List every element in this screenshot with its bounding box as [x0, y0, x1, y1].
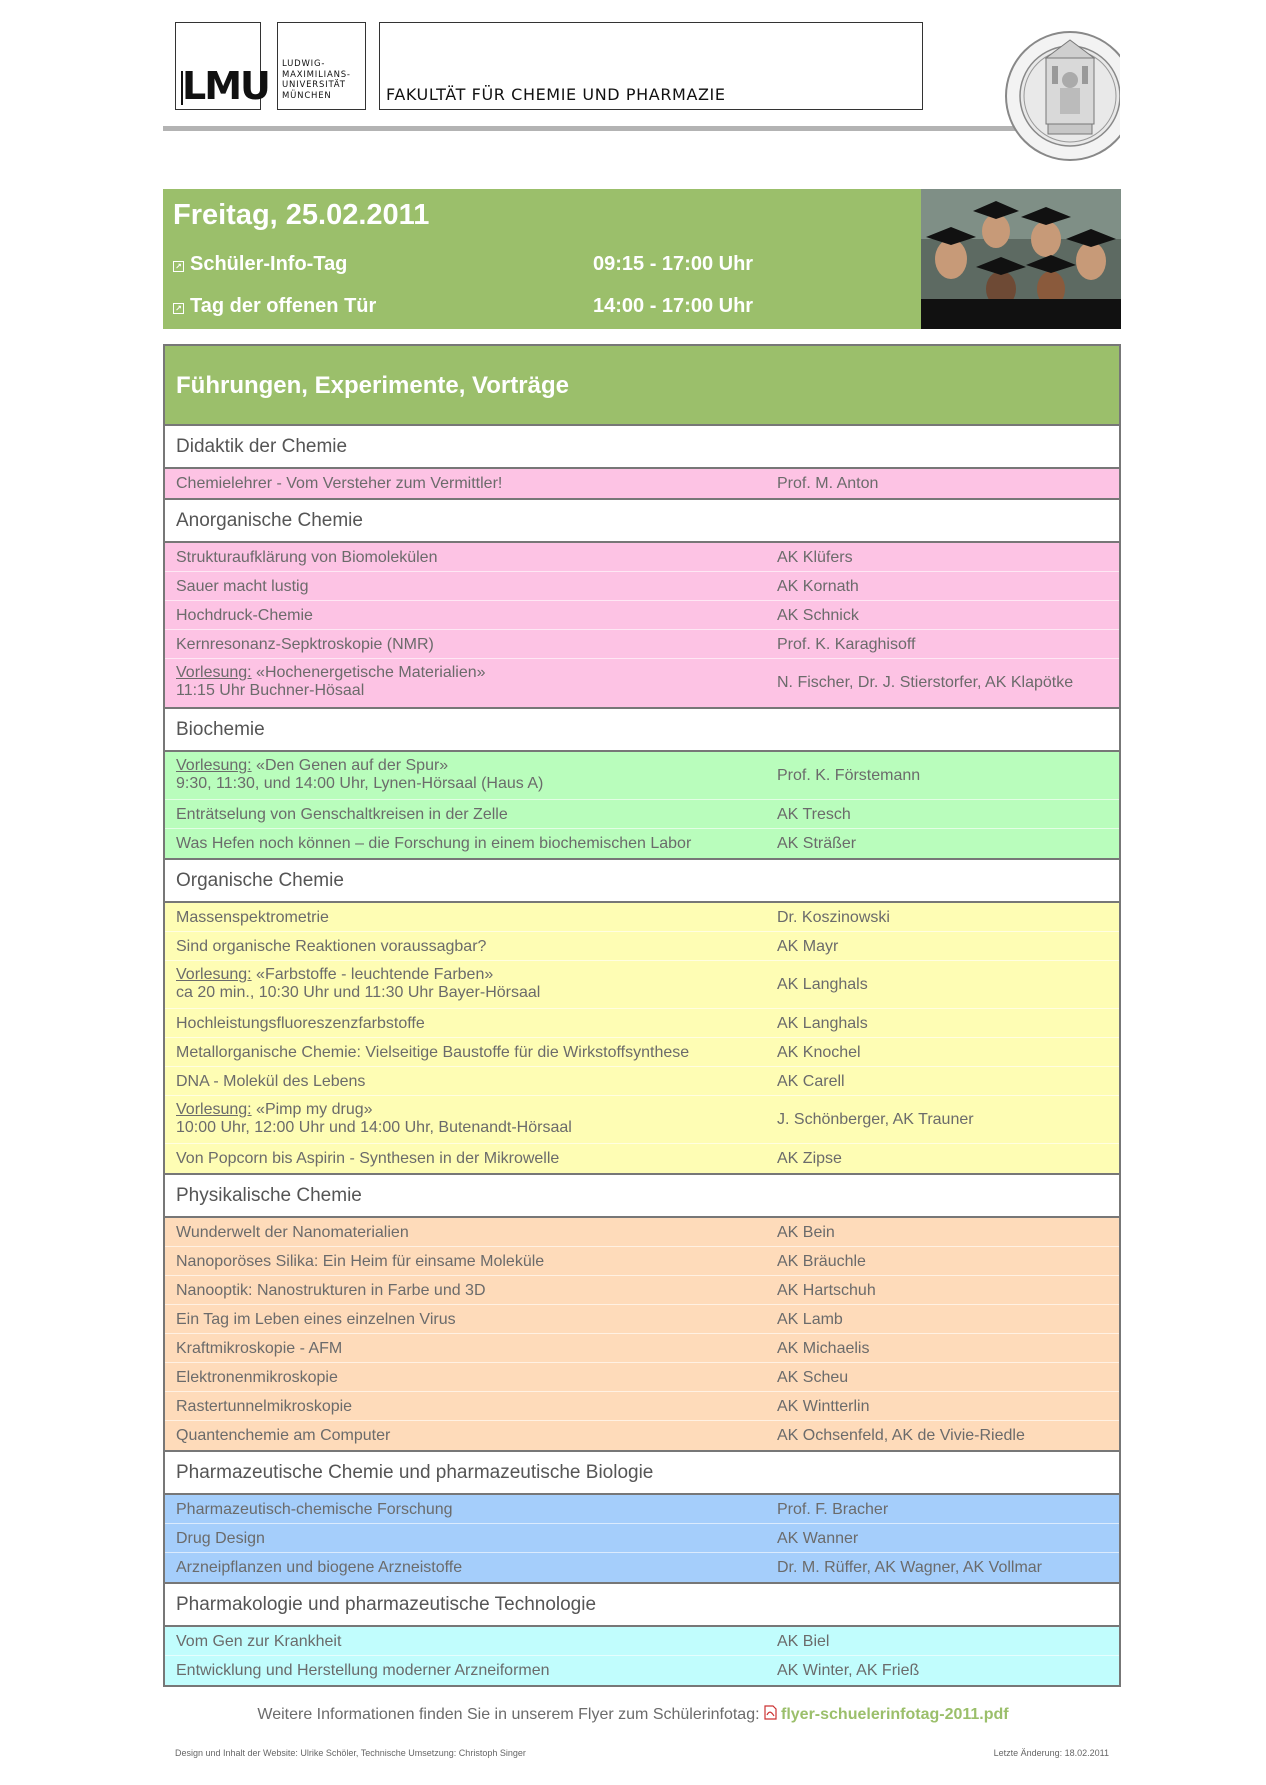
section-rows — [165, 903, 1119, 1175]
presenter-cell: Dr. M. Rüffer, AK Wagner, AK Vollmar — [777, 1559, 1042, 1576]
program-table — [163, 344, 1121, 1687]
section-title: Didaktik der Chemie — [176, 436, 348, 457]
university-name — [282, 59, 351, 101]
arrow-bullet-icon: ↗ — [173, 303, 184, 314]
footer-credits: Design und Inhalt der Website: Ulrike Schöler, Technische Umsetzung: Christoph Singer — [175, 1748, 526, 1758]
topic-cell — [176, 1044, 689, 1062]
table-row — [165, 543, 1119, 572]
presenter-cell: AK Michaelis — [777, 1340, 870, 1357]
presenter-cell: AK Carell — [777, 1073, 845, 1090]
section-title: Pharmazeutische Chemie und pharmazeutische Biologie — [176, 1462, 654, 1483]
event-time: 09:15 - 17:00 Uhr — [593, 253, 754, 275]
presenter-cell: AK Langhals — [777, 1015, 868, 1032]
pdf-icon — [764, 1705, 777, 1720]
table-row — [165, 1421, 1119, 1450]
event-label: Schüler-Info-Tag — [190, 253, 348, 275]
table-row — [165, 752, 1119, 800]
lecture-time-place: ca 20 min., 10:30 Uhr und 11:30 Uhr Bayer-Hörsaal — [176, 984, 541, 1001]
table-title: Führungen, Experimente, Vorträge — [176, 372, 569, 399]
table-row — [165, 1627, 1119, 1656]
topic-cell — [176, 1427, 390, 1445]
section-title: Biochemie — [176, 719, 265, 740]
presenter-cell: Prof. K. Karaghisoff — [777, 636, 916, 653]
students-photo — [921, 189, 1121, 329]
lmu-logo — [175, 22, 269, 110]
lecture-prefix: Vorlesung: — [176, 664, 252, 681]
presenter-cell: Dr. Koszinowski — [777, 909, 890, 926]
event-item — [173, 295, 376, 318]
lecture-prefix: Vorlesung: — [176, 757, 252, 774]
topic-cell — [176, 938, 486, 956]
lecture-time-place: 11:15 Uhr Buchner-Hösaal — [176, 682, 365, 699]
section-heading — [165, 426, 1119, 469]
topic-title: Ein Tag im Leben eines einzelnen Virus — [176, 1311, 456, 1328]
topic-cell — [176, 1501, 453, 1519]
presenter-cell: AK Biel — [777, 1633, 830, 1650]
section-heading — [165, 1584, 1119, 1627]
university-name-box — [277, 22, 366, 110]
section-heading — [165, 500, 1119, 543]
university-line: UNIVERSITÄT — [282, 80, 346, 90]
section-rows — [165, 1495, 1119, 1584]
university-line: MAXIMILIANS- — [282, 69, 351, 80]
arrow-bullet-icon: ↗ — [173, 261, 184, 272]
date-banner — [163, 189, 921, 329]
section-title: Anorganische Chemie — [176, 510, 363, 531]
presenter-cell: Prof. K. Förstemann — [777, 767, 921, 784]
topic-cell — [176, 636, 434, 654]
topic-cell — [176, 1559, 462, 1577]
topic-title: Enträtselung von Genschaltkreisen in der Zelle — [176, 806, 508, 823]
topic-cell — [176, 835, 691, 853]
lecture-time-place: 9:30, 11:30, und 14:00 Uhr, Lynen-Hörsaal (Haus A) — [176, 775, 544, 792]
topic-title: Vom Gen zur Krankheit — [176, 1633, 342, 1650]
topic-title: Metallorganische Chemie: Vielseitige Baustoffe für die Wirkstoffsynthese — [176, 1044, 690, 1061]
presenter-cell: AK Kornath — [777, 578, 859, 595]
topic-title: Hochdruck-Chemie — [176, 607, 313, 624]
table-row — [165, 1144, 1119, 1173]
section-rows — [165, 1627, 1119, 1685]
presenter-cell: AK Winter, AK Frieß — [777, 1662, 920, 1679]
topic-title: Wunderwelt der Nanomaterialien — [176, 1224, 409, 1241]
table-row — [165, 1009, 1119, 1038]
presenter-cell: AK Wanner — [777, 1530, 859, 1547]
topic-title: Sind organische Reaktionen voraussagbar? — [176, 938, 487, 955]
faculty-box — [379, 22, 923, 110]
footer-last-change: Letzte Änderung: 18.02.2011 — [993, 1748, 1109, 1758]
topic-title: Arzneipflanzen und biogene Arzneistoffe — [176, 1559, 463, 1576]
event-label: Tag der offenen Tür — [190, 295, 377, 317]
table-row — [165, 1305, 1119, 1334]
table-row — [165, 1363, 1119, 1392]
table-row — [165, 601, 1119, 630]
presenter-cell: Prof. M. Anton — [777, 475, 879, 492]
section-title: Physikalische Chemie — [176, 1185, 362, 1206]
header-divider — [163, 126, 1120, 131]
topic-cell — [176, 1398, 352, 1416]
table-row — [165, 1553, 1119, 1582]
table-header — [165, 346, 1119, 426]
presenter-cell: AK Schnick — [777, 607, 859, 624]
presenter-cell: AK Zipse — [777, 1150, 842, 1167]
topic-title: Von Popcorn bis Aspirin - Synthesen in der Mikrowelle — [176, 1150, 560, 1167]
logo-text: LMU — [182, 64, 269, 108]
topic-title: Hochleistungsfluoreszenzfarbstoffe — [176, 1015, 425, 1032]
flyer-pdf-link[interactable]: flyer-schuelerinfotag-2011.pdf — [781, 1706, 1009, 1723]
lecture-time-place: 10:00 Uhr, 12:00 Uhr und 14:00 Uhr, Butenandt-Hörsaal — [176, 1119, 572, 1136]
table-row — [165, 800, 1119, 829]
presenter-cell: Prof. F. Bracher — [777, 1501, 889, 1518]
section-heading — [165, 709, 1119, 752]
presenter-cell: AK Wintterlin — [777, 1398, 870, 1415]
topic-title: Massenspektrometrie — [176, 909, 329, 926]
presenter-cell: AK Scheu — [777, 1369, 849, 1386]
table-row — [165, 1392, 1119, 1421]
presenter-cell: N. Fischer, Dr. J. Stierstorfer, AK Klapötke — [777, 674, 1074, 691]
section-heading — [165, 860, 1119, 903]
topic-title: Drug Design — [176, 1530, 265, 1547]
section-rows — [165, 1218, 1119, 1452]
event-time: 14:00 - 17:00 Uhr — [593, 295, 754, 317]
topic-title: Was Hefen noch können – die Forschung in einem biochemischen Labor — [176, 835, 692, 852]
topic-title: Elektronenmikroskopie — [176, 1369, 338, 1386]
table-row — [165, 1038, 1119, 1067]
presenter-cell: AK Bräuchle — [777, 1253, 866, 1270]
section-heading — [165, 1452, 1119, 1495]
topic-cell — [176, 966, 540, 1002]
lecture-prefix: Vorlesung: — [176, 1101, 252, 1118]
topic-title: «Pimp my drug» — [251, 1101, 373, 1118]
topic-cell — [176, 1369, 338, 1387]
table-row — [165, 932, 1119, 961]
table-row — [165, 1276, 1119, 1305]
topic-cell — [176, 607, 313, 625]
more-info-text: Weitere Informationen finden Sie in unserem Flyer zum Schülerinfotag: — [257, 1706, 760, 1723]
table-row — [165, 1656, 1119, 1685]
topic-title: «Den Genen auf der Spur» — [251, 757, 449, 774]
presenter-cell: AK Bein — [777, 1224, 835, 1241]
table-row — [165, 829, 1119, 858]
topic-title: Rastertunnelmikroskopie — [176, 1398, 353, 1415]
university-line: LUDWIG- — [282, 59, 326, 69]
table-row — [165, 1495, 1119, 1524]
table-sections — [165, 426, 1119, 1685]
section-rows — [165, 543, 1119, 709]
topic-cell — [176, 1253, 544, 1271]
topic-title: «Hochenergetische Materialien» — [251, 664, 486, 681]
presenter-cell: J. Schönberger, AK Trauner — [777, 1111, 974, 1128]
lecture-prefix: Vorlesung: — [176, 966, 252, 983]
topic-title: Strukturaufklärung von Biomolekülen — [176, 549, 438, 566]
table-row — [165, 572, 1119, 601]
topic-cell — [176, 1282, 486, 1300]
topic-title: DNA - Molekül des Lebens — [176, 1073, 366, 1090]
more-info — [0, 1705, 1266, 1724]
table-row — [165, 630, 1119, 659]
university-line: MÜNCHEN — [282, 90, 332, 101]
topic-title: Sauer macht lustig — [176, 578, 309, 595]
presenter-cell: AK Mayr — [777, 938, 839, 955]
event-item — [173, 253, 347, 276]
presenter-cell: AK Ochsenfeld, AK de Vivie-Riedle — [777, 1427, 1025, 1444]
topic-title: Kraftmikroskopie - AFM — [176, 1340, 343, 1357]
presenter-cell: AK Hartschuh — [777, 1282, 876, 1299]
table-row — [165, 1524, 1119, 1553]
topic-cell — [176, 1015, 425, 1033]
topic-cell — [176, 1224, 409, 1242]
topic-cell — [176, 806, 508, 824]
topic-cell — [176, 1633, 341, 1651]
table-row — [165, 961, 1119, 1009]
section-rows — [165, 752, 1119, 860]
topic-cell — [176, 1340, 342, 1358]
topic-cell — [176, 1311, 456, 1329]
table-row — [165, 1067, 1119, 1096]
topic-cell — [176, 1662, 550, 1680]
presenter-cell: AK Lamb — [777, 1311, 843, 1328]
university-seal-icon — [1002, 28, 1120, 166]
topic-cell — [176, 1101, 572, 1137]
presenter-cell: AK Klüfers — [777, 549, 853, 566]
table-row — [165, 1218, 1119, 1247]
section-rows — [165, 469, 1119, 500]
table-row — [165, 1247, 1119, 1276]
topic-cell — [176, 664, 486, 700]
table-row — [165, 469, 1119, 498]
topic-cell — [176, 757, 543, 793]
topic-cell — [176, 578, 309, 596]
presenter-cell: AK Tresch — [777, 806, 851, 823]
presenter-cell: AK Langhals — [777, 976, 868, 993]
topic-title: Kernresonanz-Sepktroskopie (NMR) — [176, 636, 434, 653]
topic-title: Nanoporöses Silika: Ein Heim für einsame Moleküle — [176, 1253, 545, 1270]
table-row — [165, 1096, 1119, 1144]
presenter-cell: AK Knochel — [777, 1044, 861, 1061]
topic-cell — [176, 549, 437, 567]
topic-title: «Farbstoffe - leuchtende Farben» — [251, 966, 494, 983]
topic-cell — [176, 909, 329, 927]
topic-title: Entwicklung und Herstellung moderner Arzneiformen — [176, 1662, 550, 1679]
topic-title: Nanooptik: Nanostrukturen in Farbe und 3D — [176, 1282, 486, 1299]
topic-title: Pharmazeutisch-chemische Forschung — [176, 1501, 453, 1518]
topic-cell — [176, 1150, 559, 1168]
section-title: Organische Chemie — [176, 870, 344, 891]
table-row — [165, 1334, 1119, 1363]
table-row — [165, 903, 1119, 932]
table-row — [165, 659, 1119, 707]
event-date: Freitag, 25.02.2011 — [173, 199, 430, 231]
topic-cell — [176, 1073, 365, 1091]
presenter-cell: AK Sträßer — [777, 835, 857, 852]
section-heading — [165, 1175, 1119, 1218]
topic-cell — [176, 1530, 265, 1548]
section-title: Pharmakologie und pharmazeutische Technologie — [176, 1594, 597, 1615]
topic-cell — [176, 475, 502, 493]
faculty-title: FAKULTÄT FÜR CHEMIE UND PHARMAZIE — [386, 85, 726, 104]
topic-title: Quantenchemie am Computer — [176, 1427, 391, 1444]
topic-title: Chemielehrer - Vom Versteher zum Vermittler! — [176, 475, 503, 492]
